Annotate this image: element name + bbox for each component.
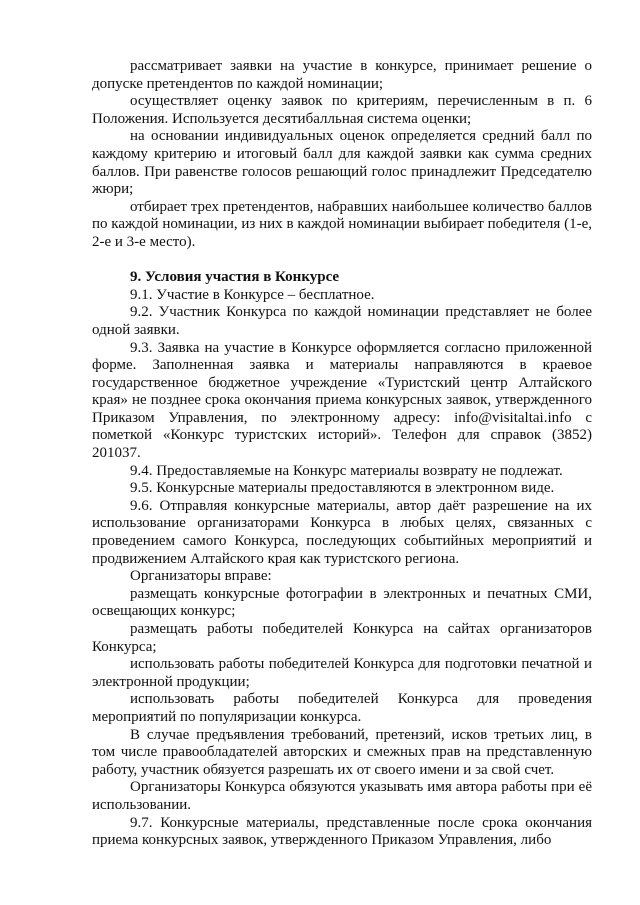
organizers-rights-intro: Организаторы вправе: bbox=[130, 568, 272, 585]
jury-duty-scoring: на основании индивидуальных оценок определяется средний балл по каждому критерию и итоговый балл для каждой заявки как сумма средних баллов. При равенстве голосов решающий голос принадлежит Председателю жюри; bbox=[92, 128, 592, 198]
jury-duty-evaluation: осуществляет оценку заявок по критериям, перечисленным в п. 6 Положения. Используется десятибалльная система оценки; bbox=[92, 93, 592, 127]
third-party-claims: В случае предъявления требований, претензий, исков третьих лиц, в том числе правообладателей авторских и смежных прав на представленную работу, участник обязуется разрешать их от своего имени и за свой счет. bbox=[92, 726, 592, 778]
paragraph-gap bbox=[92, 252, 592, 270]
section-heading: 9. Условия участия в Конкурсе bbox=[130, 269, 340, 286]
author-attribution: Организаторы Конкурса обязуются указывать имя автора работы при её использовании. bbox=[92, 779, 592, 813]
clause-9-4: 9.4. Предоставляемые на Конкурс материалы возврату не подлежат. bbox=[130, 462, 563, 479]
clause-9-7: 9.7. Конкурсные материалы, представленные после срока окончания приема конкурсных заявок, утвержденного Приказом Управления, либо bbox=[92, 814, 592, 849]
clause-9-6: 9.6. Отправляя конкурсные материалы, автор даёт разрешение на их использование организаторами Конкурса в любых целях, связанных с проведением самого Конкурса, последующих событийных мероприятий и продвижением Алтайского края как туристского региона. bbox=[92, 497, 592, 567]
clause-9-1: 9.1. Участие в Конкурсе – бесплатное. bbox=[130, 286, 375, 303]
organizers-right-print-products: использовать работы победителей Конкурса для подготовки печатной и электронной продукции; bbox=[92, 656, 592, 690]
organizers-right-events: использовать работы победителей Конкурса для проведения мероприятий по популяризации конкурса. bbox=[92, 691, 592, 725]
clause-9-3: 9.3. Заявка на участие в Конкурсе оформляется согласно приложенной форме. Заполненная заявка и материалы направляются в краевое государственное бюджетное учреждение «Туристский центр Алтайского края» не позднее срока окончания приема конкурсных заявок, утвержденного Приказом Управления, по электронному адресу: info@visitaltai.info с пометкой «Конкурс туристских историй». Телефон для справок (3852) 201037. bbox=[92, 339, 592, 462]
jury-duty-review: рассматривает заявки на участие в конкурсе, принимает решение о допуске претендентов по каждой номинации; bbox=[92, 58, 592, 92]
clause-9-2: 9.2. Участник Конкурса по каждой номинации представляет не более одной заявки. bbox=[92, 304, 592, 338]
organizers-right-publish-websites: размещать работы победителей Конкурса на сайтах организаторов Конкурса; bbox=[92, 621, 592, 655]
jury-duty-selection: отбирает трех претендентов, набравших наибольшее количество баллов по каждой номинации, из них в каждой номинации выбирает победителя (1-е, 2-е и 3-е место). bbox=[92, 198, 592, 250]
organizers-right-publish-photos: размещать конкурсные фотографии в электронных и печатных СМИ, освещающих конкурс; bbox=[92, 585, 592, 620]
document-text bbox=[92, 58, 592, 850]
clause-9-5: 9.5. Конкурсные материалы предоставляются в электронном виде. bbox=[130, 480, 555, 497]
